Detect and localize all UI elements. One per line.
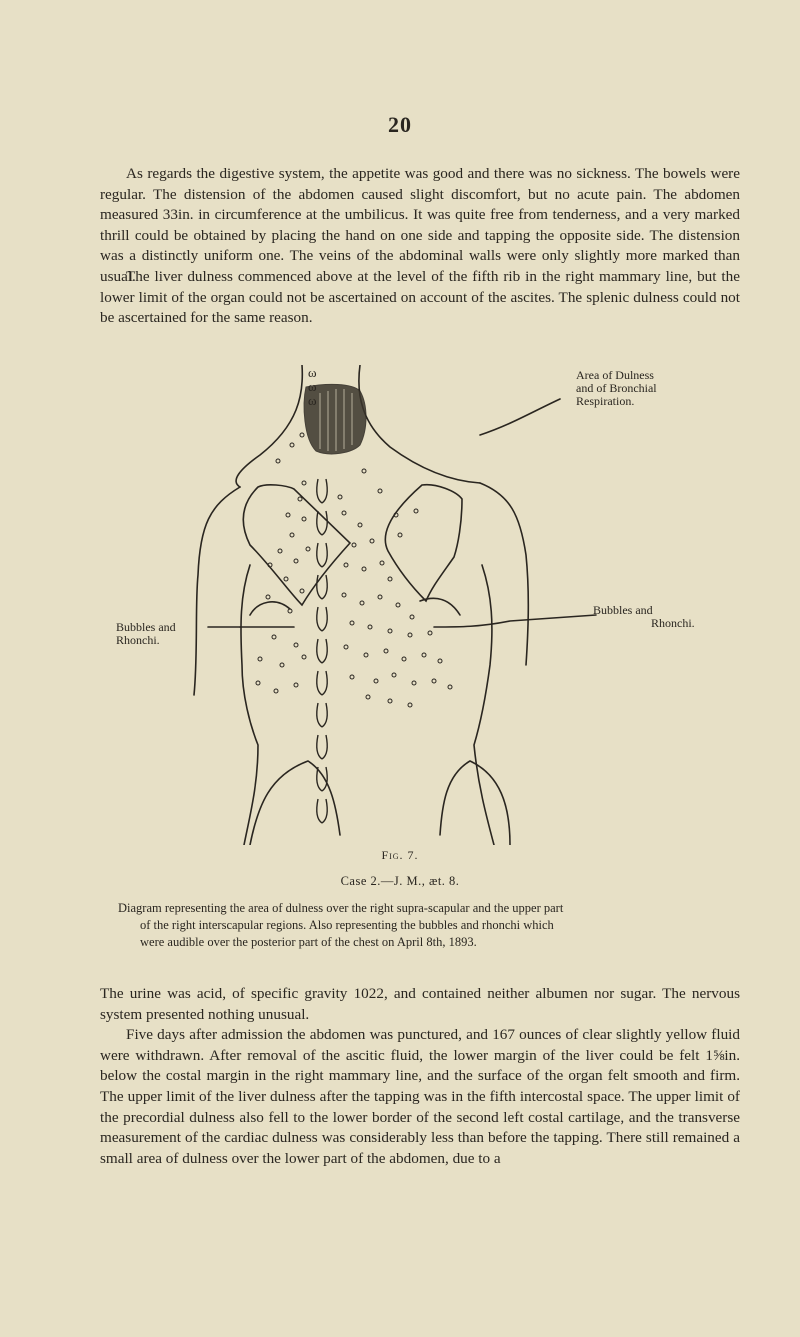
label-bubbles-left: Bubbles and Rhonchi. — [116, 620, 176, 647]
paragraph-digestive-system: As regards the digestive system, the appetite was good and there was no sickness. The bowels were regular. The distension of the abdomen caused slight discomfort, but no acute pain. The abdomen measured 33in. in circumference at the umbilicus. It was quite free from tenderness, and a very marked thrill could be obtained by placing the hand on one side and tapping the opposite side. The distension was a distinctly uniform one. The veins of the abdominal walls were only slightly more marked than usual. — [100, 165, 740, 285]
label-bubbles-right: Bubbles and Rhonchi. — [593, 603, 695, 630]
neck-left-line — [236, 365, 302, 487]
neck-right-line — [359, 365, 480, 483]
paragraph-urine: The urine was acid, of specific gravity 1022, and contained neither albumen nor sugar. The nervous system presented nothing unusual. — [100, 985, 740, 1023]
left-back-lower-outline — [241, 565, 258, 845]
bottom-text — [100, 984, 740, 1169]
bubbles — [256, 433, 452, 707]
right-bracket-line — [434, 615, 596, 627]
right-back-lower-outline — [474, 565, 494, 845]
svg-text:ω: ω — [308, 393, 317, 408]
left-shoulder-outline — [194, 487, 240, 695]
right-pointer-line — [480, 399, 560, 435]
svg-text:ω: ω — [308, 365, 317, 380]
left-inner-curve — [250, 602, 290, 615]
figure-description: Diagram representing the area of dulness over the right supra-scapular and the upper part of the right interscapular regions. Also representing the bubbles and rhonchi which were audible over the posterior part of the chest on April 8th, 1893. — [118, 901, 564, 949]
page-number: 20 — [388, 112, 412, 137]
right-shoulder-outline — [480, 483, 528, 665]
paragraph-liver-dulness: The liver dulness commenced above at the level of the fifth rib in the right mammary line, but the lower limit of the organ could not be ascertained on account of the ascites. The splenic dulness could not be ascertained for the same reason. — [100, 268, 740, 327]
chest-diagram-figure — [90, 365, 730, 845]
right-scapula-outline — [385, 485, 462, 601]
left-scapula-outline — [243, 485, 350, 605]
right-hip-curve — [440, 761, 510, 845]
paragraph-puncture: Five days after admission the abdomen was punctured, and 167 ounces of clear slightly yellow fluid were withdrawn. After removal of the ascitic fluid, the lower margin of the liver could be felt 1⅝in. below the costal margin in the right mammary line, and the surface of the organ felt smooth and firm. The upper limit of the liver dulness after the tapping was in the fifth intercostal space. The upper limit of the precordial dulness also fell to the lower border of the second left costal cartilage, and the transverse measurement of the cardiac dulness was considerably less than before the tapping. There still remained a small area of dulness over the lower part of the abdomen, due to a — [100, 1026, 740, 1167]
label-area-of-dulness: Area of Dulness and of Bronchial Respiration. — [576, 368, 657, 408]
figure-caption: Fig. 7. — [381, 848, 419, 862]
case-line: Case 2.—J. M., æt. 8. — [340, 874, 460, 888]
svg-text:ω: ω — [308, 379, 317, 394]
